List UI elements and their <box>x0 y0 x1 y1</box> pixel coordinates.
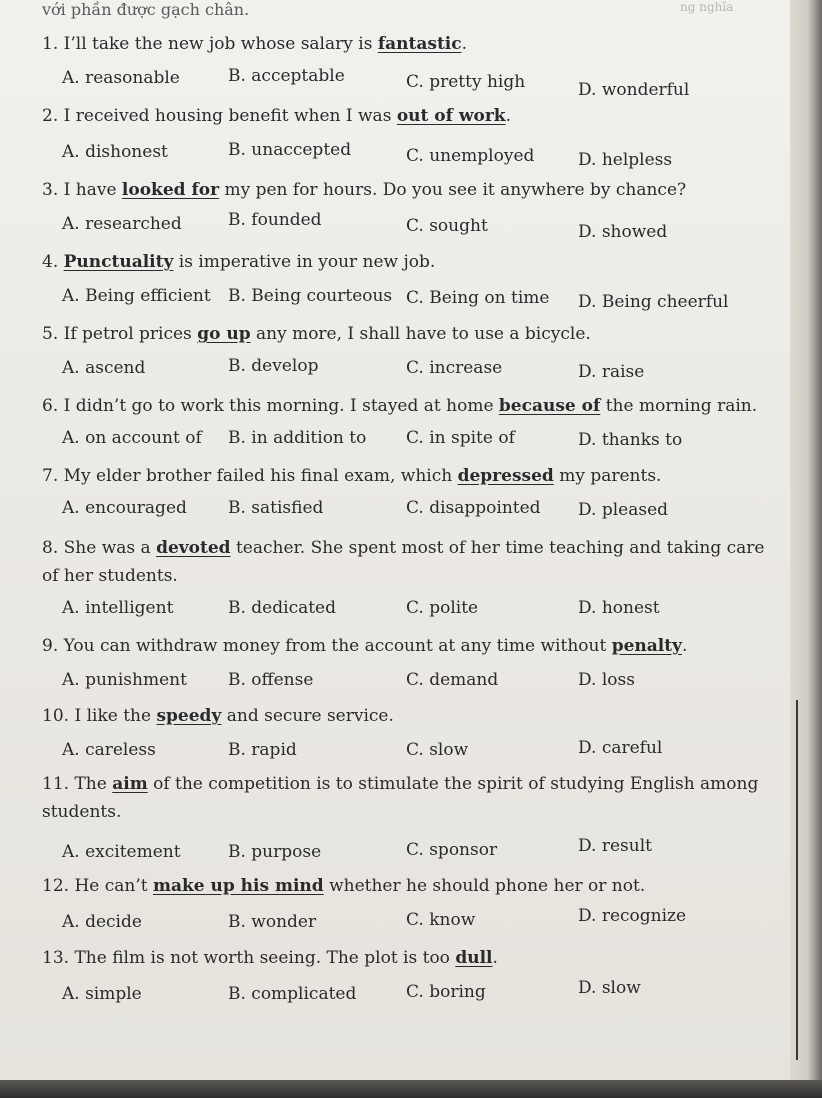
question-text: I have <box>63 180 122 200</box>
option-d[interactable]: D. honest <box>578 598 660 618</box>
option-a[interactable]: A. on account of <box>62 428 202 448</box>
underlined-word: go up <box>197 324 251 344</box>
question-2 <box>42 102 782 130</box>
option-b[interactable]: B. complicated <box>228 984 357 1004</box>
question-text: I’ll take the new job whose salary is <box>63 34 378 54</box>
binder-line <box>796 700 798 1060</box>
question-text: teacher. She spent most of her time teaching and taking care of her students. <box>42 538 765 586</box>
underlined-word: out of work <box>396 106 506 126</box>
option-c[interactable]: C. polite <box>406 598 479 618</box>
question-text: If petrol prices <box>63 324 198 344</box>
question-number: 2. <box>42 106 59 126</box>
option-b[interactable]: B. develop <box>228 356 319 376</box>
question-text: The <box>74 774 113 794</box>
underlined-word: because of <box>498 396 601 416</box>
option-c[interactable]: C. in spite of <box>406 428 515 448</box>
question-text: My elder brother failed his final exam, which <box>63 466 458 486</box>
question-5 <box>42 320 782 348</box>
question-12 <box>42 872 782 900</box>
question-13 <box>42 944 782 972</box>
underlined-word: Punctuality <box>63 252 174 272</box>
page-right-edge <box>790 0 822 1098</box>
option-d[interactable]: D. wonderful <box>578 80 690 100</box>
question-text: . <box>492 948 498 968</box>
option-b[interactable]: B. Being courteous <box>228 286 393 306</box>
question-text: I like the <box>74 706 157 726</box>
option-d[interactable]: D. helpless <box>578 150 673 170</box>
question-text: . <box>505 106 511 126</box>
underlined-word: fantastic <box>377 34 462 54</box>
underlined-word: penalty <box>611 636 682 656</box>
question-text: You can withdraw money from the account at any time without <box>63 636 612 656</box>
option-d[interactable]: D. raise <box>578 362 645 382</box>
option-a[interactable]: A. reasonable <box>62 68 180 88</box>
question-number: 4. <box>42 252 59 272</box>
question-number: 3. <box>42 180 59 200</box>
option-b[interactable]: B. purpose <box>228 842 322 862</box>
option-a[interactable]: A. researched <box>62 214 182 234</box>
option-c[interactable]: C. pretty high <box>406 72 526 92</box>
question-text: any more, I shall have to use a bicycle. <box>250 324 591 344</box>
option-d[interactable]: D. thanks to <box>578 430 683 450</box>
question-text: my pen for hours. Do you see it anywhere by chance? <box>219 180 687 200</box>
option-c[interactable]: C. unemployed <box>406 146 535 166</box>
option-c[interactable]: C. disappointed <box>406 498 541 518</box>
question-text: He can’t <box>74 876 153 896</box>
option-b[interactable]: B. unaccepted <box>228 140 352 160</box>
option-a[interactable]: A. simple <box>62 984 142 1004</box>
option-b[interactable]: B. offense <box>228 670 314 690</box>
underlined-word: devoted <box>156 538 231 558</box>
option-b[interactable]: B. in addition to <box>228 428 367 448</box>
option-a[interactable]: A. dishonest <box>62 142 168 162</box>
underlined-word: dull <box>455 948 493 968</box>
option-a[interactable]: A. decide <box>62 912 142 932</box>
option-c[interactable]: C. Being on time <box>406 288 550 308</box>
question-3 <box>42 176 782 204</box>
question-6 <box>42 392 782 420</box>
underlined-word: speedy <box>156 706 222 726</box>
header-instruction: với phần được gạch chân. <box>42 0 250 19</box>
option-b[interactable]: B. dedicated <box>228 598 336 618</box>
question-number: 5. <box>42 324 59 344</box>
question-number: 6. <box>42 396 59 416</box>
question-9 <box>42 632 782 660</box>
question-number: 11. <box>42 774 70 794</box>
option-a[interactable]: A. excitement <box>62 842 181 862</box>
option-a[interactable]: A. punishment <box>62 670 187 690</box>
option-d[interactable]: D. Being cheerful <box>578 292 729 312</box>
question-text: The film is not worth seeing. The plot is too <box>74 948 456 968</box>
option-c[interactable]: C. boring <box>406 982 486 1002</box>
question-number: 12. <box>42 876 70 896</box>
question-4 <box>42 248 782 276</box>
question-number: 10. <box>42 706 70 726</box>
question-number: 13. <box>42 948 70 968</box>
option-c[interactable]: C. know <box>406 910 476 930</box>
option-b[interactable]: B. founded <box>228 210 322 230</box>
underlined-word: aim <box>112 774 148 794</box>
option-a[interactable]: A. intelligent <box>62 598 174 618</box>
question-text: of the competition is to stimulate the spirit of studying English among students. <box>42 774 759 822</box>
option-a[interactable]: A. careless <box>62 740 156 760</box>
question-text: . <box>681 636 688 656</box>
question-number: 8. <box>42 538 59 558</box>
option-d[interactable]: D. result <box>578 836 652 856</box>
question-number: 7. <box>42 466 59 486</box>
option-d[interactable]: D. slow <box>578 978 641 998</box>
question-text: and secure service. <box>221 706 394 726</box>
option-a[interactable]: A. ascend <box>62 358 146 378</box>
option-b[interactable]: B. acceptable <box>228 66 345 86</box>
option-c[interactable]: C. increase <box>406 358 503 378</box>
option-b[interactable]: B. satisfied <box>228 498 324 518</box>
question-text: my parents. <box>553 466 662 486</box>
option-c[interactable]: C. demand <box>406 670 499 690</box>
table-surface <box>0 1080 822 1098</box>
option-c[interactable]: C. sponsor <box>406 840 498 860</box>
option-a[interactable]: A. Being efficient <box>62 286 211 306</box>
underlined-word: looked for <box>121 180 220 200</box>
question-8 <box>42 534 782 590</box>
question-text: She was a <box>63 538 157 558</box>
question-text: the morning rain. <box>600 396 758 416</box>
question-text: I didn’t go to work this morning. I stayed at home <box>63 396 499 416</box>
option-d[interactable]: D. pleased <box>578 500 669 520</box>
question-text: whether he should phone her or not. <box>323 876 646 896</box>
question-number: 1. <box>42 34 59 54</box>
question-text: . <box>461 34 468 54</box>
option-a[interactable]: A. encouraged <box>62 498 187 518</box>
question-11 <box>42 770 782 826</box>
question-text: is imperative in your new job. <box>173 252 436 272</box>
option-b[interactable]: B. wonder <box>228 912 317 932</box>
option-c[interactable]: C. sought <box>406 216 488 236</box>
question-number: 9. <box>42 636 59 656</box>
option-c[interactable]: C. slow <box>406 740 469 760</box>
question-1 <box>42 30 782 58</box>
header-faded-text: ng nghĩa <box>680 0 734 14</box>
option-b[interactable]: B. rapid <box>228 740 297 760</box>
option-d[interactable]: D. loss <box>578 670 635 690</box>
question-text: I received housing benefit when I was <box>63 106 397 126</box>
option-d[interactable]: D. recognize <box>578 906 687 926</box>
underlined-word: make up his mind <box>153 876 324 896</box>
question-7 <box>42 462 782 490</box>
underlined-word: depressed <box>457 466 554 486</box>
question-10 <box>42 702 782 730</box>
option-d[interactable]: D. showed <box>578 222 668 242</box>
option-d[interactable]: D. careful <box>578 738 663 758</box>
